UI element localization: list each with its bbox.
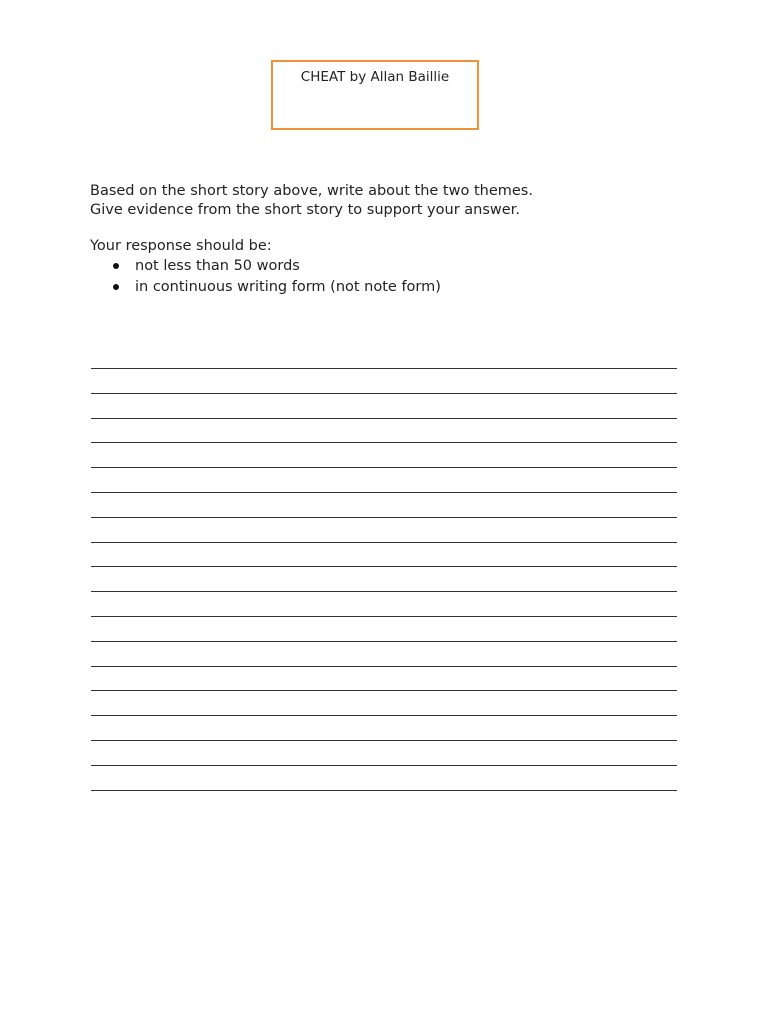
answer-lines	[91, 368, 677, 814]
answer-line[interactable]	[91, 616, 677, 641]
bullet-icon	[113, 284, 119, 290]
criteria-text: not less than 50 words	[135, 258, 300, 274]
answer-line[interactable]	[91, 393, 677, 418]
answer-line[interactable]	[91, 591, 677, 616]
answer-line[interactable]	[91, 442, 677, 467]
answer-line[interactable]	[91, 368, 677, 393]
story-title: CHEAT by Allan Baillie	[300, 69, 450, 85]
answer-line[interactable]	[91, 517, 677, 542]
answer-line[interactable]	[91, 418, 677, 443]
answer-line[interactable]	[91, 740, 677, 765]
bullet-icon	[113, 263, 119, 269]
answer-line[interactable]	[91, 492, 677, 517]
criteria-text: in continuous writing form (not note form)	[135, 278, 441, 295]
instruction-line-2: Give evidence from the short story to support your answer.	[90, 202, 520, 218]
answer-line[interactable]	[91, 666, 677, 691]
response-intro: Your response should be:	[90, 238, 272, 254]
answer-line[interactable]	[91, 765, 677, 790]
criteria-list	[90, 256, 441, 297]
answer-line[interactable]	[91, 790, 677, 815]
answer-line[interactable]	[91, 542, 677, 567]
answer-line[interactable]	[91, 690, 677, 715]
criteria-item	[90, 277, 441, 298]
criteria-item	[90, 256, 441, 277]
title-box	[271, 60, 479, 130]
answer-line[interactable]	[91, 715, 677, 740]
instructions	[90, 182, 533, 220]
answer-line[interactable]	[91, 566, 677, 591]
instruction-line-1: Based on the short story above, write about the two themes.	[90, 183, 533, 199]
answer-line[interactable]	[91, 641, 677, 666]
answer-line[interactable]	[91, 467, 677, 492]
